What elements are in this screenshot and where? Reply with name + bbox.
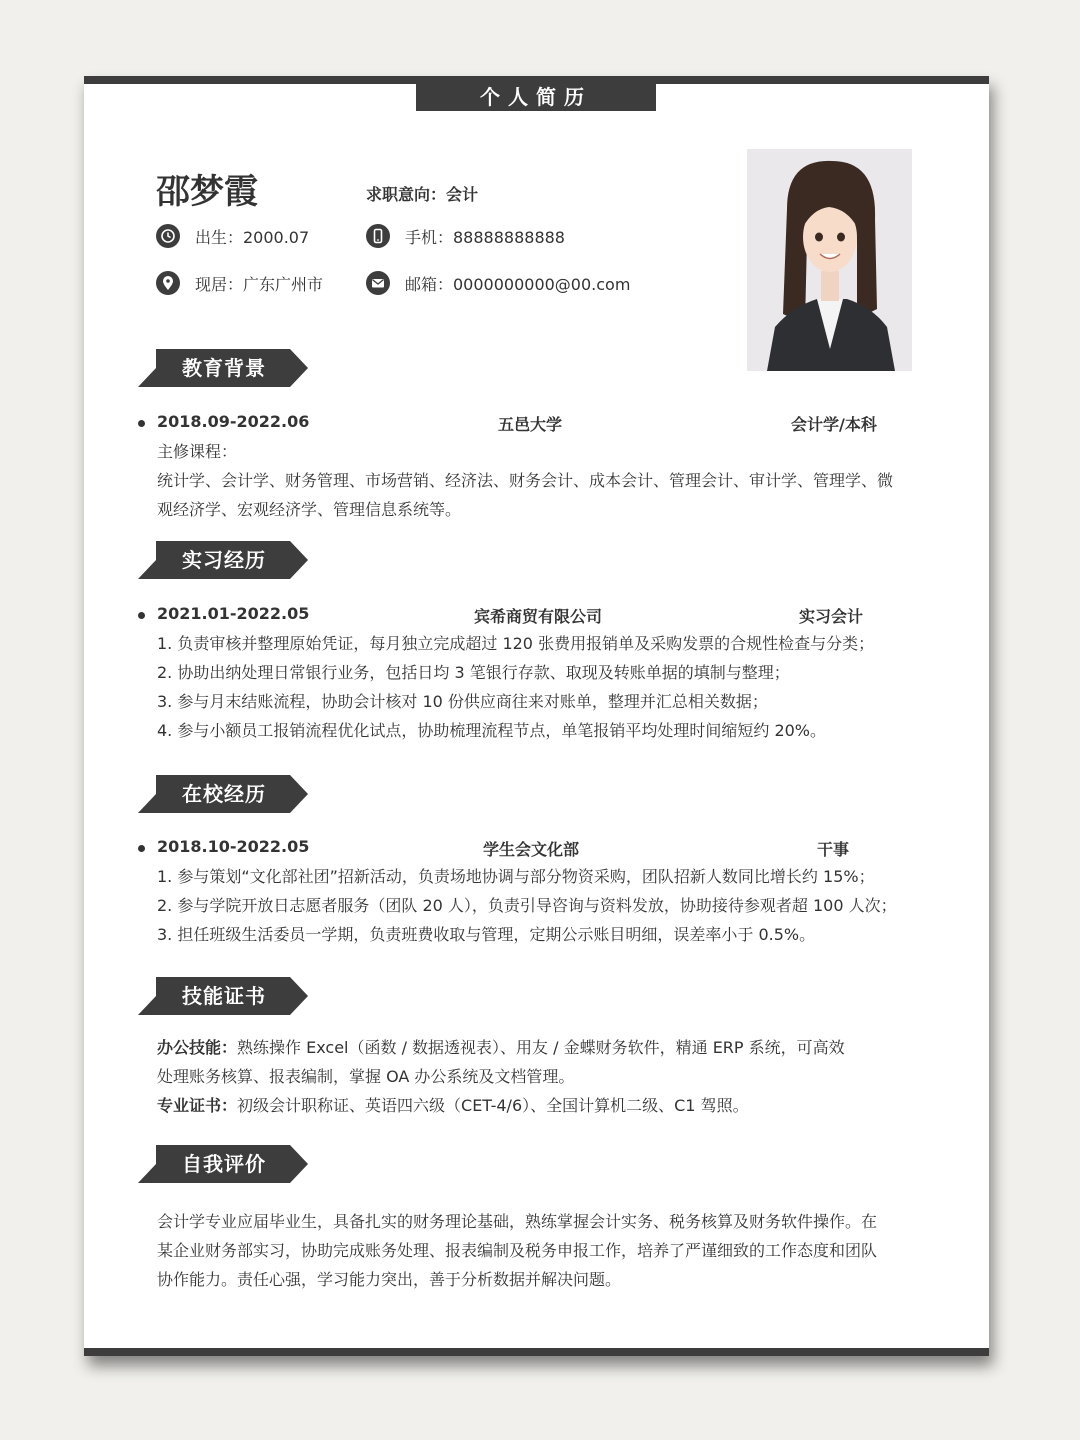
candidate-name: 邵梦霞	[156, 172, 258, 212]
certificates-text: 初级会计职称证、英语四六级（CET-4/6）、全国计算机二级、C1 驾照。	[237, 1096, 749, 1115]
office-skills-label: 办公技能：	[157, 1038, 238, 1057]
list-item: 4. 参与小额员工报销流程优化试点，协助梳理流程节点，单笔报销平均处理时间缩短约 20%。	[157, 721, 827, 740]
list-item: 3. 担任班级生活委员一学期，负责班费收取与管理，定期公示账目明细，误差率小于 0.5%。	[157, 925, 816, 944]
section-title: 教育背景	[182, 356, 266, 380]
bullet-icon	[138, 845, 145, 852]
self-evaluation-text	[157, 1207, 927, 1294]
section-title: 在校经历	[182, 782, 266, 806]
internship-date: 2021.01-2022.05	[157, 604, 310, 623]
birth-text: 出生：2000.07	[195, 227, 310, 247]
courses-line: 观经济学、宏观经济学、管理信息系统等。	[157, 500, 462, 519]
resume-banner: 个人简历	[416, 84, 656, 111]
section-skills-header	[138, 977, 310, 1015]
office-skills-text: 熟练操作 Excel（函数 / 数据透视表）、用友 / 金蝶财务软件，精通 ERP 系统，可高效	[237, 1038, 845, 1057]
self-line: 某企业财务部实习，协助完成账务处理、报表编制及税务申报工作，培养了严谨细致的工作态度和团队	[157, 1241, 878, 1260]
resume-page	[84, 76, 989, 1356]
email-info	[366, 271, 630, 295]
campus-entry	[138, 837, 938, 859]
list-item: 3. 参与月末结账流程，协助会计核对 10 份供应商往来对账单，整理并汇总相关数据；	[157, 692, 768, 711]
campus-role: 干事	[817, 840, 850, 859]
certificates-label: 专业证书：	[157, 1096, 238, 1115]
section-title: 技能证书	[182, 984, 266, 1008]
phone-text: 手机：88888888888	[405, 227, 565, 247]
list-item: 1. 参与策划“文化部社团”招新活动，负责场地协调与部分物资采购，团队招新人数同比增长约 15%；	[157, 867, 875, 886]
residence-info	[156, 271, 323, 295]
education-entry	[138, 412, 938, 434]
education-major: 会计学/本科	[791, 415, 877, 434]
self-line: 会计学专业应届毕业生，具备扎实的财务理论基础，熟练掌握会计实务、税务核算及财务软件操作。在	[157, 1212, 878, 1231]
skills-content	[157, 1033, 927, 1120]
education-school: 五邑大学	[498, 415, 563, 434]
section-education-header	[138, 349, 310, 387]
bullet-icon	[138, 612, 145, 619]
section-title: 自我评价	[182, 1152, 266, 1176]
internship-items	[157, 629, 927, 745]
education-date: 2018.09-2022.06	[157, 412, 310, 431]
courses-line: 统计学、会计学、财务管理、市场营销、经济法、财务会计、成本会计、管理会计、审计学、管理学、微	[157, 471, 894, 490]
internship-company: 宾希商贸有限公司	[474, 607, 603, 626]
section-self-header	[138, 1145, 310, 1183]
campus-items	[157, 862, 927, 949]
internship-entry	[138, 604, 938, 626]
clock-icon	[156, 224, 180, 248]
birth-info	[156, 224, 309, 248]
education-courses	[157, 437, 927, 524]
campus-org: 学生会文化部	[483, 840, 580, 859]
email-text: 邮箱：0000000000@00.com	[405, 274, 631, 294]
mail-icon	[366, 271, 390, 295]
section-campus-header	[138, 775, 310, 813]
campus-date: 2018.10-2022.05	[157, 837, 310, 856]
phone-info	[366, 224, 565, 248]
office-skills-text: 处理账务核算、报表编制，掌握 OA 办公系统及文档管理。	[157, 1067, 575, 1086]
residence-text: 现居：广东广州市	[195, 274, 324, 294]
list-item: 1. 负责审核并整理原始凭证，每月独立完成超过 120 张费用报销单及采购发票的合规性检查与分类；	[157, 634, 875, 653]
bullet-icon	[138, 420, 145, 427]
job-intent: 求职意向：会计	[366, 185, 479, 204]
phone-icon	[366, 224, 390, 248]
section-internship-header	[138, 541, 310, 579]
location-pin-icon	[156, 271, 180, 295]
profile-photo	[747, 149, 912, 371]
top-border	[84, 76, 989, 84]
list-item: 2. 参与学院开放日志愿者服务（团队 20 人），负责引导咨询与资料发放，协助接待参观者超 100 人次；	[157, 896, 897, 915]
self-line: 协作能力。责任心强，学习能力突出，善于分析数据并解决问题。	[157, 1270, 622, 1289]
list-item: 2. 协助出纳处理日常银行业务，包括日均 3 笔银行存款、取现及转账单据的填制与整理；	[157, 663, 790, 682]
courses-label: 主修课程：	[157, 442, 238, 461]
bottom-border	[84, 1348, 989, 1356]
internship-role: 实习会计	[799, 607, 864, 626]
section-title: 实习经历	[182, 548, 266, 572]
